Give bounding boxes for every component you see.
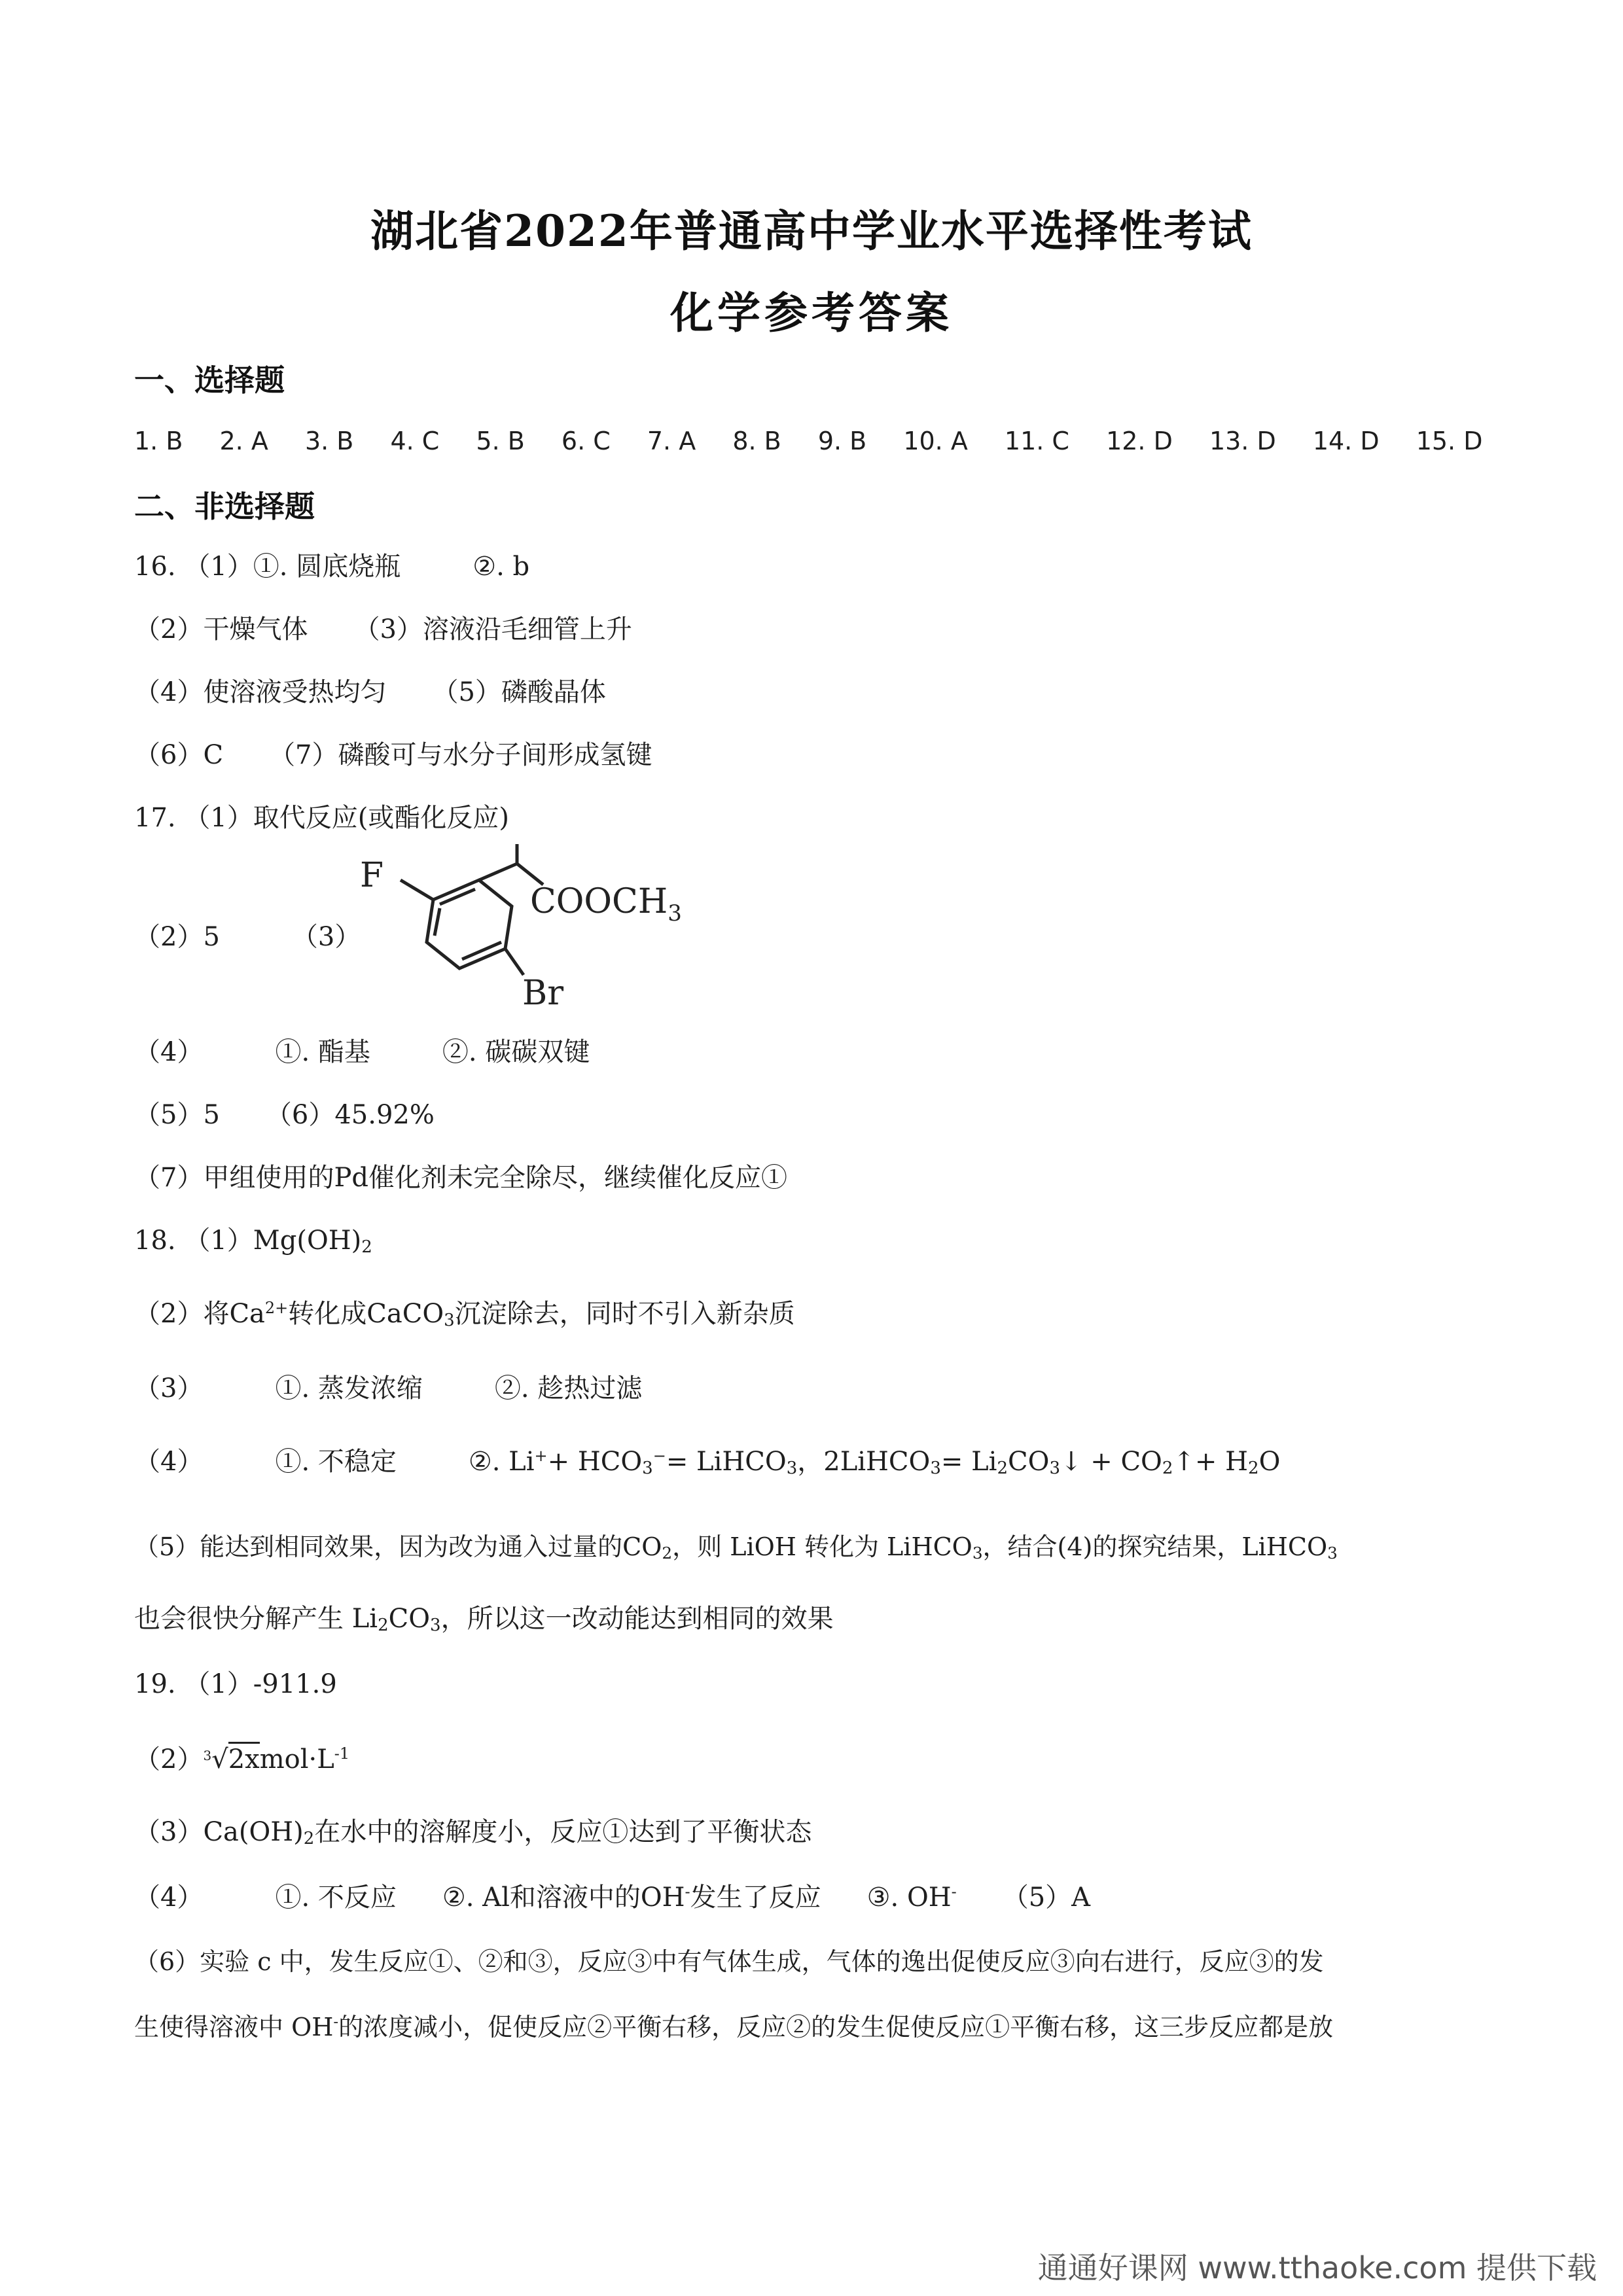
mc-answer: 3. B — [304, 427, 354, 455]
q17-line-5: （7）甲组使用的Pd催化剂未完全除尽，继续催化反应① — [134, 1163, 787, 1193]
mc-answer: 11. C — [1004, 427, 1069, 455]
mc-answer: 1. B — [134, 427, 183, 455]
q17-line-3: （4） ①. 酯基 ②. 碳碳双键 — [134, 1037, 590, 1067]
molecule-structure — [327, 844, 720, 1014]
mc-answer: 2. A — [219, 427, 268, 455]
bond-br — [505, 949, 524, 975]
mc-answer: 13. D — [1209, 427, 1276, 455]
q16-line-4: （6）C （7）磷酸可与水分子间形成氢键 — [134, 740, 652, 770]
q19-line-1: 19. （1）-911.9 — [134, 1669, 337, 1699]
q18-line-5: （5）能达到相同效果，因为改为通入过量的CO2，则 LiOH 转化为 LiHCO3，结合(4)的探究结果，LiHCO3 — [134, 1532, 1338, 1563]
q16-line-3: （4）使溶液受热均匀 （5）磷酸晶体 — [134, 677, 606, 707]
q18-line-1: 18. （1）Mg(OH)2 — [134, 1226, 372, 1258]
q17-line-2: （2）5 （3） — [134, 922, 361, 952]
mc-answer: 4. C — [390, 427, 440, 455]
q19-line-6: 生使得溶液中 OH-的浓度减小，促使反应②平衡右移，反应②的发生促使反应①平衡右移，这三步反应都是放 — [134, 2013, 1334, 2041]
q19-line-5: （6）实验 c 中，发生反应①、②和③，反应③中有气体生成，气体的逸出促使反应③向右进行，反应③的发 — [134, 1947, 1324, 1976]
q17-line-4: （5）5 （6）45.92% — [134, 1100, 435, 1130]
q17-line-1: 17. （1）取代反应(或酯化反应) — [134, 803, 509, 833]
radical-sign: √ — [211, 1744, 228, 1775]
section-heading-choice: 一、选择题 — [134, 362, 285, 398]
q16-line-2: （2）干燥气体 （3）溶液沿毛细管上升 — [134, 614, 632, 645]
mc-answer: 14. D — [1312, 427, 1380, 455]
q18-line-4: （4） ①. 不稳定 ②. Li++ HCO3−= LiHCO3，2LiHCO3= Li2CO3↓ + CO2↑+ H2O — [134, 1446, 1281, 1479]
q18-line-6: 也会很快分解产生 Li2CO3，所以这一改动能达到相同的效果 — [134, 1604, 834, 1636]
page-title: 湖北省2022年普通高中学业水平选择性考试 — [370, 205, 1253, 256]
mc-answer: 15. D — [1416, 427, 1483, 455]
watermark-text: 通通好课网 www.tthaoke.com 提供下载 — [1037, 2250, 1597, 2286]
mc-answer: 9. B — [817, 427, 867, 455]
mc-answer-row — [134, 427, 1511, 455]
page-subtitle: 化学参考答案 — [670, 287, 953, 338]
q19-line-4: （4） ①. 不反应 ②. Al和溶液中的OH-发生了反应 ③. OH- （5）A — [134, 1882, 1091, 1913]
mc-answer: 5. B — [476, 427, 525, 455]
mc-answer: 7. A — [647, 427, 696, 455]
bond-chain — [479, 864, 517, 880]
mc-answer: 12. D — [1106, 427, 1173, 455]
mc-answer: 6. C — [561, 427, 611, 455]
atom-br: Br — [522, 974, 564, 1013]
benzene-ring — [427, 880, 512, 968]
bond-f — [401, 880, 433, 900]
q18-line-2: （2）将Ca2+转化成CaCO3沉淀除去，同时不引入新杂质 — [134, 1298, 795, 1331]
q19-line-2: （2）3√2xmol·L-1 — [134, 1742, 349, 1775]
q16-line-1: 16. （1）①. 圆底烧瓶 ②. b — [134, 552, 530, 582]
atom-f: F — [360, 856, 384, 895]
group-ester: $COOCH_3$ — [530, 882, 682, 927]
section-heading-nonchoice: 二、非选择题 — [134, 489, 315, 524]
mc-answer: 10. A — [903, 427, 968, 455]
q19-line-3: （3）Ca(OH)2在水中的溶解度小，反应①达到了平衡状态 — [134, 1817, 812, 1849]
mc-answer: 8. B — [732, 427, 781, 455]
q18-line-3: （3） ①. 蒸发浓缩 ②. 趁热过滤 — [134, 1373, 643, 1404]
